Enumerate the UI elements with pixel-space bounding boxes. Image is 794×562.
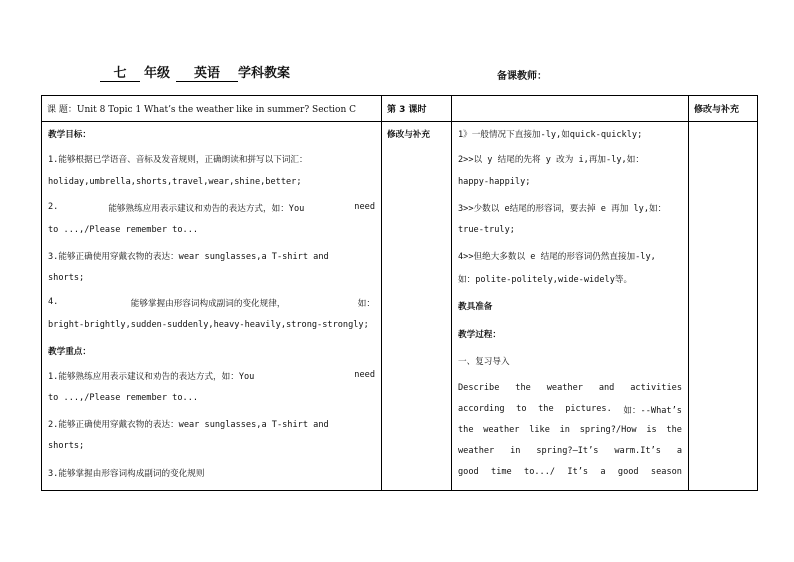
teacher-label: 备课教师： xyxy=(497,71,547,82)
rule-line-2: 2>>以 y 结尾的先将 y 改为 i,再加-ly,如： xyxy=(458,155,644,165)
key-points-title: 教学重点： xyxy=(48,347,91,357)
text-fragment: weather xyxy=(546,383,583,393)
revise-cell xyxy=(382,122,452,491)
text-fragment: according xyxy=(458,404,505,414)
grade-suffix: 年级 xyxy=(144,66,171,81)
text-fragment: good xyxy=(617,467,639,477)
content-cell xyxy=(452,122,689,491)
objective-line-2: holiday,umbrella,shorts,travel,wear,shine,better; xyxy=(48,177,302,187)
text-fragment: season xyxy=(650,467,682,477)
rule-line-3: happy-happily; xyxy=(458,177,531,187)
objectives-title: 教学目标： xyxy=(48,130,91,140)
text-fragment: warm.It’s xyxy=(614,446,661,456)
text-fragment: 1.能够熟练应用表示建议和劝告的表达方式，如：You xyxy=(48,372,255,382)
text-fragment: the xyxy=(515,383,531,393)
key-point-line-1 xyxy=(48,370,375,382)
revise-header-cell: 修改与补充 xyxy=(689,96,758,122)
describe-line-1 xyxy=(458,383,682,393)
describe-line-4 xyxy=(458,446,682,456)
text-fragment: to.../ xyxy=(524,467,556,477)
revise-label: 修改与补充 xyxy=(387,130,430,140)
objective-line-3 xyxy=(48,202,375,214)
text-fragment: to xyxy=(516,404,527,414)
text-fragment: 4. xyxy=(48,297,59,307)
key-point-line-5: 3.能够掌握由形容词构成副词的变化规则 xyxy=(48,469,205,479)
key-point-line-2: to ...,/Please remember to... xyxy=(48,393,199,403)
table-header-row xyxy=(42,96,758,122)
text-fragment: good xyxy=(458,467,479,477)
document-title xyxy=(100,62,290,82)
text-fragment: activities xyxy=(630,383,682,393)
text-fragment: pictures. xyxy=(565,404,612,414)
teaching-tools-title: 教具准备 xyxy=(458,302,493,312)
text-fragment: spring?/How xyxy=(579,425,637,435)
objectives-cell xyxy=(42,122,382,491)
text-fragment: and xyxy=(598,383,615,393)
rule-line-6: 4>>但绝大多数以 e 结尾的形容词仍然直接加-ly, xyxy=(458,252,656,262)
text-fragment: 能够掌握由形容词构成副词的变化规律， xyxy=(130,299,286,309)
text-fragment: 如：--What’s xyxy=(623,406,682,416)
text-fragment: in xyxy=(510,446,521,456)
describe-line-5 xyxy=(458,467,682,477)
objective-line-8: bright-brightly,sudden-suddenly,heavy-heavily,strong-strongly; xyxy=(48,320,369,330)
text-fragment: weather xyxy=(483,425,520,435)
text-fragment: like xyxy=(529,425,550,435)
text-fragment: 2. xyxy=(48,202,59,212)
title-suffix: 学科教案 xyxy=(238,66,291,81)
text-fragment: the xyxy=(458,425,474,435)
objective-line-1: 1.能够根据已学语音、音标及发音规则，正确朗读和拼写以下词汇： xyxy=(48,155,308,165)
objective-line-4: to ...,/Please remember to... xyxy=(48,225,199,235)
text-fragment: the xyxy=(538,404,554,414)
rule-line-4: 3>>少数以 e结尾的形容词，要去掉 e 再加 ly,如： xyxy=(458,204,667,214)
text-fragment: 如： xyxy=(357,299,375,309)
subject-field: 英语 xyxy=(176,62,238,82)
objective-line-6: shorts; xyxy=(48,273,85,283)
grade-field: 七 xyxy=(100,62,140,82)
text-fragment: spring?—It’s xyxy=(536,446,599,456)
key-point-line-3: 2.能够正确使用穿戴衣物的表达：wear sunglasses,a T-shirt and xyxy=(48,420,329,430)
text-fragment: need xyxy=(354,202,375,212)
text-fragment: Describe xyxy=(458,383,500,393)
text-fragment: It’s xyxy=(567,467,589,477)
text-fragment: 能够熟练应用表示建议和劝告的表达方式，如：You xyxy=(108,204,305,214)
text-fragment: a xyxy=(676,446,682,456)
describe-line-2 xyxy=(458,404,682,416)
lesson-topic-cell: 课 题：Unit 8 Topic 1 What’s the weather like in summer? Section C xyxy=(42,96,382,122)
text-fragment: weather xyxy=(458,446,495,456)
describe-line-3 xyxy=(458,425,682,435)
objective-line-7 xyxy=(48,297,375,309)
step-review-title: 一、复习导入 xyxy=(458,357,510,367)
right-revise-cell xyxy=(689,122,758,491)
text-fragment: need xyxy=(354,370,375,380)
table-body-row xyxy=(42,122,758,491)
key-point-line-4: shorts; xyxy=(48,441,85,451)
text-fragment: time xyxy=(491,467,512,477)
text-fragment: in xyxy=(559,425,570,435)
empty-header-cell xyxy=(452,96,689,122)
rule-line-1: 1》一般情况下直接加-ly,如quick-quickly; xyxy=(458,130,643,140)
rule-line-5: true-truly; xyxy=(458,225,515,235)
text-fragment: the xyxy=(666,425,682,435)
teaching-process-title: 教学过程： xyxy=(458,330,501,340)
period-cell: 第 3 课时 xyxy=(382,96,452,122)
text-fragment: a xyxy=(600,467,606,477)
objective-line-5: 3.能够正确使用穿戴衣物的表达：wear sunglasses,a T-shirt and xyxy=(48,252,329,262)
lesson-plan-table xyxy=(41,95,758,491)
rule-line-7: 如：polite-politely,wide-widely等。 xyxy=(458,275,633,285)
text-fragment: is xyxy=(646,425,657,435)
